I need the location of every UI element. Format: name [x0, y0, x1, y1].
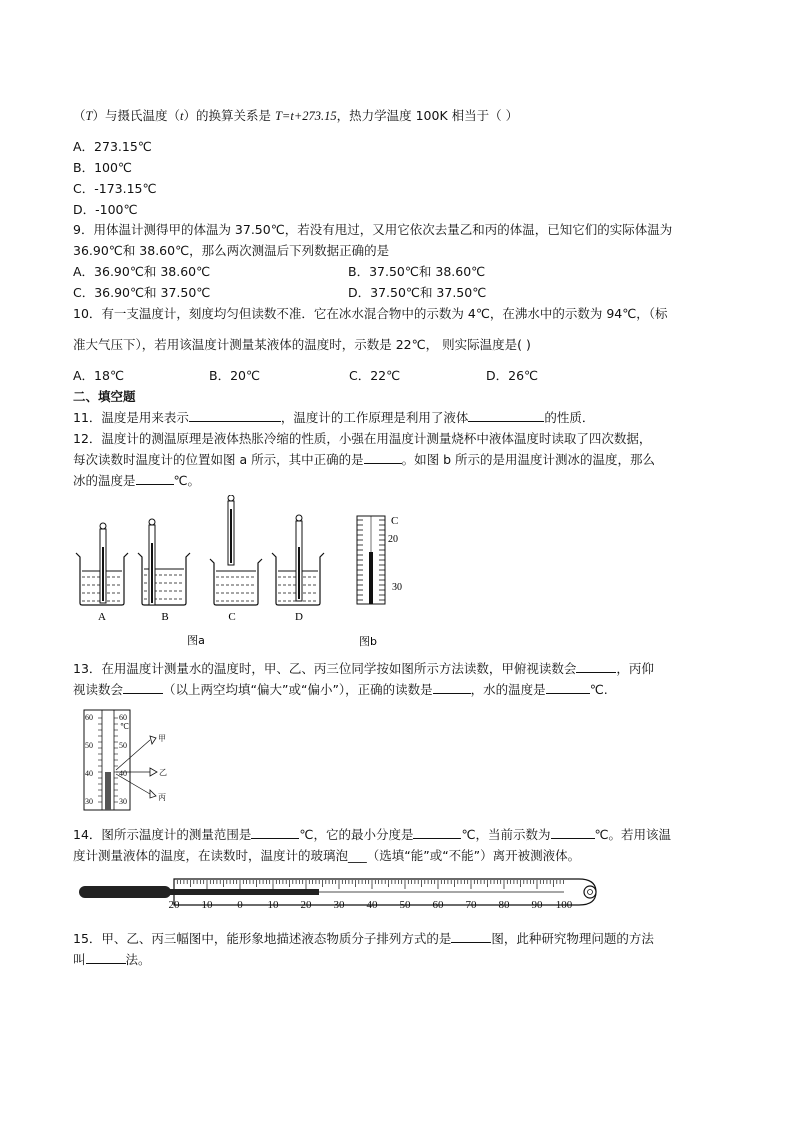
- figure-13-reading-angles: [80, 708, 180, 814]
- q12-blank-1[interactable]: [364, 451, 402, 464]
- fig13-right-tick-40: 40: [119, 769, 127, 778]
- q10-stem-line2: 准大气压下），若用该温度计测量某液体的温度时，示数是 22℃， 则实际温度是( ): [73, 337, 531, 352]
- fig14-label-2: 0: [237, 899, 243, 911]
- q8-option-b: B．100℃: [73, 160, 132, 175]
- figure-12a-label-a: A: [98, 611, 106, 623]
- fig14-label-0: 20: [168, 899, 180, 911]
- figure-12a-beakers: [70, 495, 350, 650]
- fig13-viewer-jia: 甲: [158, 734, 166, 743]
- q12-blank-2[interactable]: [136, 472, 174, 485]
- figure-12a-caption: 图a: [187, 634, 205, 647]
- figure-12b-tick-30: 30: [392, 582, 402, 593]
- q9-option-a: A．36.90℃和 38.60℃: [73, 264, 211, 279]
- q13-stem-line1: 13．在用温度计测量水的温度时，甲、乙、丙三位同学按如图所示方法读数，甲俯视读数会 ，丙仰: [73, 661, 654, 676]
- q11-blank-1[interactable]: [189, 409, 281, 422]
- q14-blank-2[interactable]: [413, 826, 461, 839]
- q14-stem-line1: 14．图所示温度计的测量范围是 ℃，它的最小分度是 ℃，当前示数为 ℃。若用该温: [73, 827, 672, 842]
- q13-blank-1[interactable]: [576, 660, 616, 673]
- q9-option-b: B．37.50℃和 38.60℃: [348, 264, 486, 279]
- fig14-label-10: 80: [498, 899, 510, 911]
- q14-blank-1[interactable]: [251, 826, 299, 839]
- fig13-left-tick-40: 40: [85, 769, 93, 778]
- q11-stem: 11．温度是用来表示 ，温度计的工作原理是利用了液体 的性质．: [73, 410, 595, 425]
- fig14-label-5: 30: [333, 899, 345, 911]
- fig13-right-tick-60: 60: [119, 713, 127, 722]
- section-title: 二、填空题: [73, 389, 136, 404]
- q13-blank-3[interactable]: [433, 681, 471, 694]
- fig13-right-tick-30: 30: [119, 797, 127, 806]
- q8-option-d: D．-100℃: [73, 202, 138, 217]
- q10-option-c: C．22℃: [349, 368, 401, 383]
- q15-stem-line2: 叫 法。: [73, 952, 151, 967]
- figure-12b-scale: [350, 510, 410, 650]
- fig14-label-8: 60: [432, 899, 444, 911]
- q12-stem-line1: 12．温度计的测温原理是液体热胀冷缩的性质，小强在用温度计测量烧杯中液体温度时读取了四次数据，: [73, 431, 652, 446]
- fig14-label-12: 100: [555, 899, 573, 911]
- fig14-label-4: 20: [300, 899, 312, 911]
- figure-12a-label-c: C: [228, 611, 236, 623]
- fig13-left-tick-60: 60: [85, 713, 93, 722]
- figure-14-thermometer: [74, 874, 604, 914]
- q9-option-d: D．37.50℃和 37.50℃: [348, 285, 487, 300]
- q12-stem-line2: 每次读数时温度计的位置如图 a 所示，其中正确的是 。如图 b 所示的是用温度计测冰的温度，那么: [73, 452, 655, 467]
- fig13-right-tick-50: 50: [119, 741, 127, 750]
- fig13-viewer-yi: 乙: [159, 768, 167, 777]
- figure-12b-unit: C: [391, 515, 399, 527]
- figure-12a-label-d: D: [295, 611, 303, 623]
- q10-option-b: B．20℃: [209, 368, 261, 383]
- q12-stem-line3: 冰的温度是 ℃。: [73, 473, 201, 488]
- q13-stem-line2: 视读数会 （以上两空均填“偏大”或“偏小”），正确的读数是 ，水的温度是 ℃.: [73, 682, 608, 697]
- figure-12a-label-b: B: [161, 611, 169, 623]
- fig13-left-tick-50: 50: [85, 741, 93, 750]
- q8-option-c: C．-173.15℃: [73, 181, 157, 196]
- q9-stem-line1: 9．用体温计测得甲的体温为 37.50℃，若没有甩过，又用它依次去量乙和丙的体温，已知它们的实际体温为: [73, 222, 673, 237]
- fig13-left-tick-30: 30: [85, 797, 93, 806]
- q15-blank-2[interactable]: [86, 951, 126, 964]
- figure-12b-tick-20: 20: [388, 534, 398, 545]
- q8-option-a: A．273.15℃: [73, 139, 152, 154]
- fig13-viewer-bing: 丙: [158, 793, 166, 802]
- fig13-right-unit: ℃: [120, 722, 129, 731]
- q14-blank-3[interactable]: [551, 826, 595, 839]
- q11-blank-2[interactable]: [468, 409, 544, 422]
- q9-option-c: C．36.90℃和 37.50℃: [73, 285, 211, 300]
- q15-blank-1[interactable]: [451, 930, 491, 943]
- q14-stem-line2: 度计测量液体的温度，在读数时，温度计的玻璃泡___（选填“能”或“不能”）离开被测液体。: [73, 848, 581, 863]
- q9-stem-line2: 36.90℃和 38.60℃，那么两次测温后下列数据正确的是: [73, 243, 390, 258]
- q13-blank-4[interactable]: [546, 681, 590, 694]
- q15-stem-line1: 15．甲、乙、丙三幅图中，能形象地描述液态物质分子排列方式的是 图，此种研究物理问题的方法: [73, 931, 654, 946]
- q13-blank-2[interactable]: [123, 681, 163, 694]
- q10-option-a: A．18℃: [73, 368, 124, 383]
- fig14-label-6: 40: [366, 899, 378, 911]
- fig14-label-3: 10: [267, 899, 279, 911]
- fig14-label-7: 50: [399, 899, 411, 911]
- q10-stem-line1: 10．有一支温度计，刻度均匀但读数不准．它在冰水混合物中的示数为 4℃，在沸水中的示数为 94℃，（标: [73, 306, 668, 321]
- q8-stem: （T）与摄氏温度（t）的换算关系是 T=t+273.15，热力学温度 100K 相当于（ ）: [73, 108, 519, 123]
- figure-12b-caption: 图b: [359, 635, 377, 648]
- fig14-label-9: 70: [465, 899, 477, 911]
- fig14-label-11: 90: [531, 899, 543, 911]
- q10-option-d: D．26℃: [486, 368, 539, 383]
- fig14-label-1: 10: [201, 899, 213, 911]
